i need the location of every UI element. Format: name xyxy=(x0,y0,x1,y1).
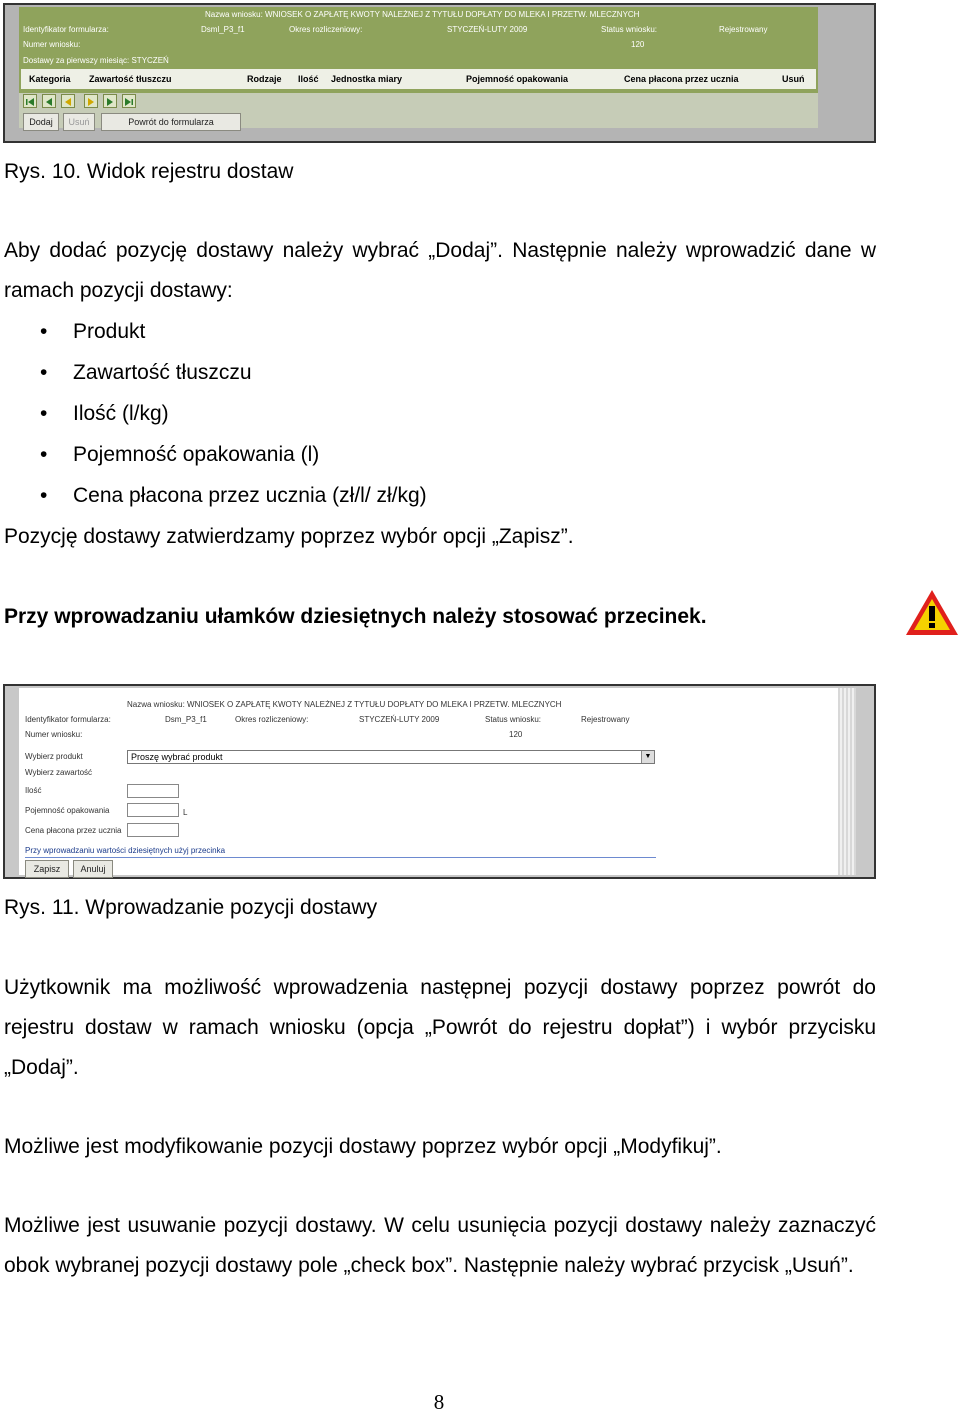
screenshot-delivery-entry xyxy=(3,684,876,879)
column-header: Kategoria xyxy=(29,74,71,84)
list-item: Cena płacona przez ucznia (zł/l/ zł/kg) xyxy=(73,484,427,507)
column-header: Usuń xyxy=(782,74,805,84)
number-label: Numer wniosku: xyxy=(23,40,81,49)
warning-icon xyxy=(904,588,960,643)
deliveries-label: Dostawy za pierwszy miesiąc: STYCZEŃ xyxy=(23,56,169,65)
bullet-icon: • xyxy=(40,484,48,507)
page-number: 8 xyxy=(433,1390,445,1414)
save-button[interactable]: Zapisz xyxy=(25,860,69,878)
form-id-value: Dsm_P3_f1 xyxy=(165,715,207,724)
status-value: Rejestrowany xyxy=(581,715,630,724)
decimal-comma-warning: Przy wprowadzaniu ułamków dziesiętnych należy stosować przecinek. xyxy=(4,605,707,628)
prev-step-icon[interactable] xyxy=(61,94,75,108)
price-label: Cena płacona przez ucznia xyxy=(25,826,122,835)
paragraph-modify: Możliwe jest modyfikowanie pozycji dostawy poprzez wybór opcji „Modyfikuj”. xyxy=(4,1135,722,1158)
divider xyxy=(25,857,656,858)
number-label: Numer wniosku: xyxy=(25,730,83,739)
next-step-icon[interactable] xyxy=(84,94,98,108)
paragraph-add-instructions: Aby dodać pozycję dostawy należy wybrać „Dodaj”. Następnie należy wprowadzić dane w ramach pozycji dostawy: xyxy=(4,239,876,302)
entry-form-panel xyxy=(19,688,856,875)
status-label: Status wniosku: xyxy=(601,25,658,34)
form-id-label: Identyfikator formularza: xyxy=(25,715,111,724)
list-item: Ilość (l/kg) xyxy=(73,402,169,425)
next-page-icon[interactable] xyxy=(103,94,117,108)
product-select[interactable] xyxy=(127,750,655,764)
paragraph-next-item: Użytkownik ma możliwość wprowadzenia następnej pozycji dostawy poprzez powrót do rejestru dostaw w ramach wniosku (opcja „Powrót do rejestru dopłat”) i wybór przycisku „Dodaj”. xyxy=(4,976,876,1079)
paragraph-delete: Możliwe jest usuwanie pozycji dostawy. W celu usunięcia pozycji dostawy należy zaznaczyć obok wybranej pozycji dostawy pole „check box”. Następnie należy wybrać przycisk „Usuń”. xyxy=(4,1214,876,1277)
column-header: Ilość xyxy=(298,74,319,84)
last-page-icon[interactable] xyxy=(122,94,136,108)
list-item: Zawartość tłuszczu xyxy=(73,361,252,384)
remove-button[interactable]: Usuń xyxy=(63,113,95,131)
bullet-icon: • xyxy=(40,443,48,466)
period-label: Okres rozliczeniowy: xyxy=(235,715,309,724)
column-header: Rodzaje xyxy=(247,74,282,84)
scrollbar-track[interactable] xyxy=(838,688,856,875)
add-button[interactable]: Dodaj xyxy=(23,113,59,131)
quantity-input[interactable] xyxy=(127,784,179,798)
first-page-icon[interactable] xyxy=(23,94,37,108)
register-columns xyxy=(21,69,816,89)
number-value: 120 xyxy=(509,730,523,739)
list-item: Produkt xyxy=(73,320,146,343)
period-label: Okres rozliczeniowy: xyxy=(289,25,363,34)
paragraph-save-instructions: Pozycję dostawy zatwierdzamy poprzez wybór opcji „Zapisz”. xyxy=(4,525,574,548)
product-select-value: Proszę wybrać produkt xyxy=(131,752,223,762)
bullet-icon: • xyxy=(40,402,48,425)
price-input[interactable] xyxy=(127,823,179,837)
column-header: Pojemność opakowania xyxy=(466,74,569,84)
capacity-unit: L xyxy=(183,808,188,817)
decimal-hint: Przy wprowadzaniu wartości dziesiętnych użyj przecinka xyxy=(25,846,226,855)
form-id-label: Identyfikator formularza: xyxy=(23,25,109,34)
list-item: Pojemność opakowania (l) xyxy=(73,443,320,466)
capacity-label: Pojemność opakowania xyxy=(25,806,110,815)
cancel-button[interactable]: Anuluj xyxy=(73,860,113,878)
register-header xyxy=(19,7,818,93)
bullet-icon: • xyxy=(40,320,48,343)
application-title: Nazwa wniosku: WNIOSEK O ZAPŁATĘ KWOTY NALEŻNEJ Z TYTUŁU DOPŁATY DO MLEKA I PRZETW. MLECZNYCH xyxy=(127,700,562,709)
column-header: Zawartość tłuszczu xyxy=(89,74,172,84)
number-value: 120 xyxy=(631,40,645,49)
figure-caption-10: Rys. 10. Widok rejestru dostaw xyxy=(4,160,294,183)
form-id-value: Dsml_P3_f1 xyxy=(201,25,245,34)
back-to-form-button[interactable]: Powrót do formularza xyxy=(101,113,241,131)
status-label: Status wniosku: xyxy=(485,715,542,724)
fat-content-label: Wybierz zawartość xyxy=(25,768,93,777)
screenshot-delivery-register xyxy=(3,3,876,143)
figure-caption-11: Rys. 11. Wprowadzanie pozycji dostawy xyxy=(4,896,378,919)
column-header: Jednostka miary xyxy=(331,74,403,84)
capacity-input[interactable] xyxy=(127,803,179,817)
application-title: Nazwa wniosku: WNIOSEK O ZAPŁATĘ KWOTY NALEŻNEJ Z TYTUŁU DOPŁATY DO MLEKA I PRZETW. MLECZNYCH xyxy=(205,10,640,19)
product-label: Wybierz produkt xyxy=(25,752,83,761)
chevron-down-icon[interactable]: ▼ xyxy=(641,751,654,763)
period-value: STYCZEŃ-LUTY 2009 xyxy=(359,715,440,724)
quantity-label: Ilość xyxy=(25,786,42,795)
prev-page-icon[interactable] xyxy=(42,94,56,108)
register-panel xyxy=(19,7,818,128)
period-value: STYCZEŃ-LUTY 2009 xyxy=(447,25,528,34)
bullet-icon: • xyxy=(40,361,48,384)
status-value: Rejestrowany xyxy=(719,25,768,34)
column-header: Cena płacona przez ucznia xyxy=(624,74,739,84)
